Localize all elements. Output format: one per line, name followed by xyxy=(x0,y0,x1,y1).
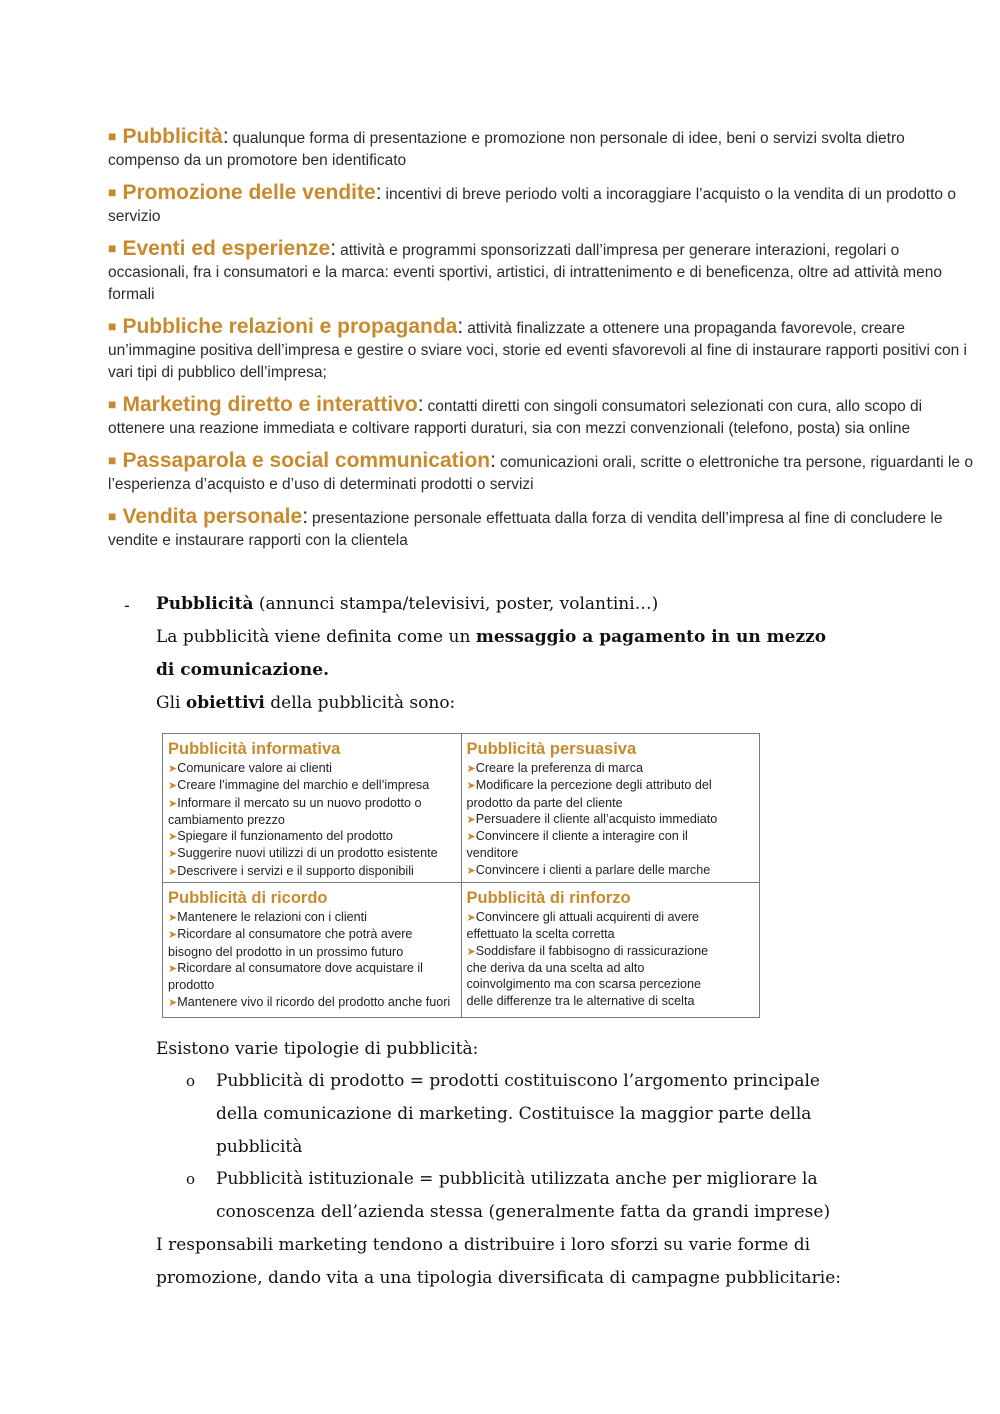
arrow-bullet-icon: ➤ xyxy=(466,813,476,826)
definition-promozione xyxy=(108,182,978,228)
list-item xyxy=(467,811,756,828)
arrow-bullet-icon: ➤ xyxy=(168,848,178,861)
definition-text: attività finalizzate a ottenere una propaganda favorevole, creare un’immagine positiva dell’impresa e gestire o sviare voci, storie ed eventi sfavorevoli al fine di instaurare rapporti positivi con i vari tipi di pubblico dell’impresa; xyxy=(108,320,967,381)
item-text: Comunicare valore ai clienti xyxy=(177,761,332,775)
definition-term: Vendita personale xyxy=(122,505,303,528)
definition-text: incentivi di breve periodo volti a incoraggiare l’acquisto o la vendita di un prodotto o servizio xyxy=(108,186,956,225)
item-text: Descrivere i servizi e il supporto disponibili xyxy=(177,863,414,878)
arrow-bullet-icon: ➤ xyxy=(168,865,178,878)
item-text: Convincere gli attuali acquirenti di avere xyxy=(475,910,700,925)
list-item-continuation xyxy=(467,926,756,942)
type-prodotto-line-2: della comunicazione di marketing. Costituisce la maggior parte della xyxy=(216,1104,812,1124)
arrow-bullet-icon: ➤ xyxy=(168,763,178,775)
circle-bullet-icon: o xyxy=(186,1170,196,1188)
definition-text: contatti diretti con singoli consumatori selezionati con cura, allo scopo di ottenere una reazione immediata e coltivare rapporti duraturi, sia con mezzi convenzionali (telefono, posta) sia online xyxy=(108,398,923,437)
list-item xyxy=(168,960,457,977)
square-bullet-icon: ■ xyxy=(108,184,117,200)
definition-text: attività e programmi sponsorizzati dall’impresa per generare interazioni, regolari o occasionali, fra i consumatori e la marca: eventi sportivi, artistici, di intrattenimento e di beneficenza, oltre ad attività meno formali xyxy=(108,242,942,303)
list-item-continuation xyxy=(467,795,756,811)
type-prodotto-line-3: pubblicità xyxy=(216,1137,303,1157)
definition-text: presentazione personale effettuata dalla forza di vendita dell’impresa al fine di concludere le vendite e instaurare rapporti con la clientela xyxy=(108,510,943,549)
square-bullet-icon: ■ xyxy=(108,508,117,524)
list-item-continuation xyxy=(168,944,457,960)
item-text: Modificare la percezione degli attributo del xyxy=(475,778,712,793)
item-text: prodotto xyxy=(168,978,215,993)
list-item xyxy=(168,845,457,862)
arrow-bullet-icon: ➤ xyxy=(466,945,476,958)
types-intro: Esistono varie tipologie di pubblicità: xyxy=(156,1039,479,1059)
list-item xyxy=(467,777,756,794)
cell-title: Pubblicità informativa xyxy=(168,740,341,758)
type-istituzionale-line-2: conoscenza dell’azienda stessa (generalmente fatta da grandi imprese) xyxy=(216,1202,831,1222)
section-heading xyxy=(156,588,658,621)
definition-line-1 xyxy=(156,621,826,654)
circle-bullet-icon: o xyxy=(186,1072,196,1090)
arrow-bullet-icon: ➤ xyxy=(466,780,476,793)
colon: : xyxy=(330,237,337,260)
cell-title: Pubblicità di ricordo xyxy=(168,889,328,908)
square-bullet-icon: ■ xyxy=(108,128,117,144)
list-item xyxy=(168,777,457,794)
arrow-bullet-icon: ➤ xyxy=(168,797,178,810)
colon: : xyxy=(375,181,382,204)
closing-line-1: I responsabili marketing tendono a distribuire i loro sforzi su varie forme di xyxy=(156,1235,811,1255)
definition-term: Pubbliche relazioni e propaganda xyxy=(122,315,458,338)
bold-span: di comunicazione. xyxy=(156,660,330,680)
list-item xyxy=(168,994,457,1011)
list-item-continuation xyxy=(467,845,756,861)
bold-span: obiettivi xyxy=(185,693,265,713)
list-item-continuation xyxy=(168,812,457,828)
cell-title: Pubblicità persuasiva xyxy=(466,740,637,758)
arrow-bullet-icon: ➤ xyxy=(466,912,476,925)
item-text: Creare l’immagine del marchio e dell’impresa xyxy=(177,778,430,793)
item-text: Mantenere vivo il ricordo del prodotto anche fuori xyxy=(177,994,451,1009)
item-text: venditore xyxy=(466,846,519,861)
definition-text: qualunque forma di presentazione e promozione non personale di idee, beni o servizi svolta dietro compenso da un promotore ben identificato xyxy=(108,130,905,169)
definition-text: comunicazioni orali, scritte o elettroniche tra persone, riguardanti le o l’esperienza d’acquisto e d’uso di determinati prodotti o servizi xyxy=(108,454,973,493)
definition-term: Pubblicità xyxy=(122,125,223,148)
definition-pubbliche-relazioni xyxy=(108,316,978,384)
section-title: Pubblicità xyxy=(156,594,254,614)
item-text: Soddisfare il fabbisogno di rassicurazione xyxy=(475,943,709,958)
section-title-examples: (annunci stampa/televisivi, poster, volantini…) xyxy=(253,594,659,614)
cell-rinforzo xyxy=(461,883,760,1018)
text-span: La pubblicità viene definita come un xyxy=(156,627,476,647)
closing-line-2: promozione, dando vita a una tipologia diversificata di campagne pubblicitarie: xyxy=(156,1268,842,1288)
item-text: Informare il mercato su un nuovo prodotto o xyxy=(177,795,422,810)
list-item xyxy=(467,909,756,926)
item-text: Mantenere le relazioni con i clienti xyxy=(177,910,367,925)
list-item-continuation xyxy=(467,993,756,1009)
item-text: Ricordare al consumatore che potrà avere xyxy=(177,927,413,942)
cell-persuasiva xyxy=(461,734,760,883)
definition-vendita-personale xyxy=(108,506,978,552)
item-text: coinvolgimento ma con scarsa percezione xyxy=(466,977,702,992)
list-item xyxy=(168,926,457,943)
list-item xyxy=(168,909,457,926)
item-text: Ricordare al consumatore dove acquistare il xyxy=(177,960,423,975)
item-text: che deriva da una scelta ad alto xyxy=(466,960,645,975)
item-text: Convincere il cliente a interagire con il xyxy=(475,829,688,844)
square-bullet-icon: ■ xyxy=(108,396,117,412)
definition-pubblicita xyxy=(108,126,978,172)
type-prodotto-line-1: Pubblicità di prodotto = prodotti costituiscono l’argomento principale xyxy=(216,1071,820,1091)
list-item-continuation xyxy=(467,976,756,992)
item-text: effettuato la scelta corretta xyxy=(466,927,615,942)
cell-title: Pubblicità di rinforzo xyxy=(466,889,631,908)
arrow-bullet-icon: ➤ xyxy=(466,831,476,844)
arrow-bullet-icon: ➤ xyxy=(466,864,476,877)
list-item xyxy=(168,828,457,845)
advertising-objectives-table xyxy=(162,733,760,1018)
colon: : xyxy=(490,449,496,472)
list-item xyxy=(168,863,457,880)
list-dash: - xyxy=(124,596,130,616)
communication-mix-definitions xyxy=(108,126,978,562)
list-item xyxy=(467,828,756,845)
definition-passaparola xyxy=(108,450,978,496)
item-text: bisogno del prodotto in un prossimo futuro xyxy=(168,944,404,959)
arrow-bullet-icon: ➤ xyxy=(168,929,178,942)
item-text: Suggerire nuovi utilizzi di un prodotto esistente xyxy=(177,846,438,861)
definition-term: Eventi ed esperienze xyxy=(122,237,331,260)
type-istituzionale-line-1: Pubblicità istituzionale = pubblicità utilizzata anche per migliorare la xyxy=(216,1169,818,1189)
objectives-intro xyxy=(156,687,455,720)
list-item xyxy=(168,760,457,777)
item-text: Creare la preferenza di marca xyxy=(475,761,644,775)
arrow-bullet-icon: ➤ xyxy=(168,962,178,975)
colon: : xyxy=(417,393,424,416)
colon: : xyxy=(457,315,464,338)
item-text: Spiegare il funzionamento del prodotto xyxy=(177,829,393,844)
item-text: Persuadere il cliente all’acquisto immediato xyxy=(475,811,718,826)
square-bullet-icon: ■ xyxy=(108,240,117,256)
arrow-bullet-icon: ➤ xyxy=(168,996,178,1009)
list-item xyxy=(467,943,756,960)
list-item-continuation xyxy=(467,960,756,976)
arrow-bullet-icon: ➤ xyxy=(168,831,178,844)
colon: : xyxy=(222,125,229,148)
cell-ricordo xyxy=(163,883,462,1018)
item-text: Convincere i clienti a parlare delle marche xyxy=(475,862,711,877)
square-bullet-icon: ■ xyxy=(108,452,117,468)
definition-term: Passaparola e social communication xyxy=(122,449,491,472)
colon: : xyxy=(302,505,309,528)
text-span: Gli xyxy=(156,693,186,713)
arrow-bullet-icon: ➤ xyxy=(168,912,178,925)
bold-span: messaggio a pagamento in un mezzo xyxy=(475,627,827,647)
item-text: delle differenze tra le alternative di scelta xyxy=(466,993,695,1008)
item-text: prodotto da parte del cliente xyxy=(466,795,623,810)
cell-informativa xyxy=(163,734,462,883)
list-item xyxy=(467,760,756,777)
definition-eventi xyxy=(108,238,978,306)
list-item xyxy=(168,795,457,812)
square-bullet-icon: ■ xyxy=(108,318,117,334)
arrow-bullet-icon: ➤ xyxy=(168,780,178,793)
definition-marketing-diretto xyxy=(108,394,978,440)
text-span: della pubblicità sono: xyxy=(264,693,456,713)
definition-line-2 xyxy=(156,654,329,687)
arrow-bullet-icon: ➤ xyxy=(466,763,476,775)
list-item-continuation xyxy=(168,977,457,993)
definition-term: Promozione delle vendite xyxy=(122,181,376,204)
list-item xyxy=(467,862,756,879)
definition-term: Marketing diretto e interattivo xyxy=(122,393,418,416)
item-text: cambiamento prezzo xyxy=(168,812,285,827)
